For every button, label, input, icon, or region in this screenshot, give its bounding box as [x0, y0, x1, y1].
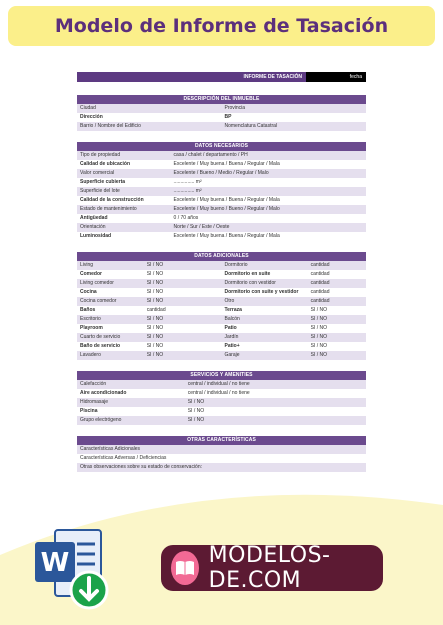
table-row: [77, 261, 366, 270]
table-row: [77, 463, 366, 472]
table-cell: Lavadero: [80, 352, 101, 358]
table-cell: Cocina: [80, 289, 97, 295]
section-rows: [77, 261, 366, 360]
table-row: [77, 454, 366, 463]
table-row: [77, 196, 366, 205]
section-title: DESCRIPCIÓN DEL INMUEBLE: [77, 95, 366, 104]
table-cell: SI / NO: [146, 316, 164, 322]
table-cell: ............... m²: [173, 188, 202, 194]
table-cell: 0 / 70 años: [173, 215, 199, 221]
table-cell: SI / NO: [146, 352, 164, 358]
table-cell: SI / NO: [146, 334, 164, 340]
table-cell: central / individual / no tiene: [187, 381, 250, 387]
table-row: [77, 351, 366, 360]
section-description: [77, 95, 366, 131]
table-cell: cantidad: [310, 280, 330, 286]
table-row: [77, 445, 366, 454]
table-cell: Living: [80, 262, 94, 268]
report-header-label: INFORME DE TASACIÓN: [77, 72, 306, 82]
table-row: [77, 122, 366, 131]
table-cell: Playroom: [80, 325, 103, 331]
table-cell: Cocina comedor: [80, 298, 117, 304]
section-necessary-data: [77, 142, 366, 241]
section-title: SERVICIOS Y AMENITIES: [77, 371, 366, 380]
table-cell: SI / NO: [146, 280, 164, 286]
table-cell: Terraza: [224, 307, 242, 313]
table-cell: central / individual / no tiene: [187, 390, 250, 396]
table-cell: Grupo electrógeno: [80, 417, 122, 423]
table-row: [77, 113, 366, 122]
table-row: [77, 398, 366, 407]
table-cell: SI / NO: [310, 325, 327, 331]
table-cell: Superficie cubierta: [80, 179, 126, 185]
table-row: [77, 178, 366, 187]
table-cell: Provincia: [224, 105, 246, 111]
appraisal-report-document: [77, 72, 366, 483]
table-row: [77, 389, 366, 398]
table-row: [77, 232, 366, 241]
table-cell: Excelente / Muy buena / Buena / Regular / Mala: [173, 233, 280, 239]
section-title: DATOS NECESARIOS: [77, 142, 366, 151]
section-rows: [77, 445, 366, 472]
table-row: [77, 187, 366, 196]
table-cell: SI / NO: [187, 399, 205, 405]
table-cell: Barrio / Nombre del Edificio: [80, 123, 141, 129]
table-cell: Dormitorio con vestidor: [224, 280, 276, 286]
book-icon: [171, 551, 199, 585]
table-cell: SI / NO: [146, 325, 164, 331]
table-cell: Tipo de propiedad: [80, 152, 121, 158]
table-cell: Valor comercial: [80, 170, 115, 176]
table-row: [77, 223, 366, 232]
table-cell: Dormitorio con suite y vestidor: [224, 289, 299, 295]
table-row: [77, 205, 366, 214]
table-cell: Escritorio: [80, 316, 101, 322]
table-cell: Calefacción: [80, 381, 107, 387]
table-cell: Nomenclatura Catastral: [224, 123, 278, 129]
table-cell: Comedor: [80, 271, 102, 277]
table-cell: SI / NO: [310, 352, 327, 358]
section-rows: [77, 151, 366, 241]
table-row: [77, 104, 366, 113]
table-cell: Luminosidad: [80, 233, 112, 239]
table-row: [77, 306, 366, 315]
table-cell: Piscina: [80, 408, 98, 414]
section-title: DATOS ADICIONALES: [77, 252, 366, 261]
table-row: [77, 160, 366, 169]
brand-text: MODELOS-DE.COM: [208, 543, 331, 593]
section-rows: [77, 380, 366, 425]
table-cell: Dirección: [80, 114, 103, 120]
table-cell: Dormitorio: [224, 262, 248, 268]
word-document-icon: [33, 524, 113, 614]
table-cell: Garaje: [224, 352, 240, 358]
table-row: [77, 333, 366, 342]
table-cell: Patio+: [224, 343, 240, 349]
table-cell: Estado de mantenimiento: [80, 206, 137, 212]
table-cell: cantidad: [146, 307, 166, 313]
table-cell: Aire acondicionado: [80, 390, 127, 396]
table-cell: Calidad de ubicación: [80, 161, 131, 167]
table-row: [77, 270, 366, 279]
page-title: Modelo de Informe de Tasación: [8, 6, 435, 46]
table-cell: Jardín: [224, 334, 239, 340]
table-cell: SI / NO: [310, 334, 327, 340]
table-cell: Hidromasaje: [80, 399, 109, 405]
table-cell: Ciudad: [80, 105, 96, 111]
table-cell: SI / NO: [146, 298, 164, 304]
table-cell: Otras observaciones sobre su estado de conservación:: [80, 464, 203, 470]
table-row: [77, 279, 366, 288]
section-rows: [77, 104, 366, 131]
table-cell: SI / NO: [146, 271, 164, 277]
table-cell: Otro: [224, 298, 235, 304]
table-cell: BP: [224, 114, 232, 120]
section-other: [77, 436, 366, 472]
table-row: [77, 380, 366, 389]
word-letter: W: [40, 548, 70, 578]
table-cell: SI / NO: [146, 289, 164, 295]
table-cell: Superficie del lote: [80, 188, 120, 194]
section-additional-data: [77, 252, 366, 360]
table-cell: SI / NO: [310, 343, 327, 349]
table-cell: SI / NO: [187, 408, 205, 414]
table-cell: Norte / Sur / Este / Oeste: [173, 224, 230, 230]
report-header-bar: [77, 72, 366, 82]
table-cell: cantidad: [310, 262, 330, 268]
table-row: [77, 151, 366, 160]
table-cell: Excelente / Muy bueno / Bueno / Regular / Malo: [173, 206, 280, 212]
table-cell: SI / NO: [187, 417, 205, 423]
table-cell: SI / NO: [146, 262, 164, 268]
table-cell: Baños: [80, 307, 96, 313]
table-cell: Balcón: [224, 316, 240, 322]
table-row: [77, 297, 366, 306]
table-row: [77, 416, 366, 425]
table-row: [77, 324, 366, 333]
table-row: [77, 407, 366, 416]
table-cell: ............... m²: [173, 179, 202, 185]
table-cell: Calidad de la construcción: [80, 197, 144, 203]
table-cell: Excelente / Bueno / Medio / Regular / Malo: [173, 170, 269, 176]
brand-logo-bar[interactable]: [161, 545, 383, 591]
section-title: OTRAS CARACTERÍSTICAS: [77, 436, 366, 445]
table-cell: cantidad: [310, 271, 330, 277]
table-row: [77, 342, 366, 351]
table-cell: cantidad: [310, 289, 330, 295]
table-cell: Orientación: [80, 224, 106, 230]
table-cell: Características Adicionales: [80, 446, 141, 452]
table-cell: cantidad: [310, 298, 330, 304]
table-cell: Excelente / Muy buena / Buena / Regular / Mala: [173, 197, 280, 203]
table-cell: SI / NO: [146, 343, 164, 349]
table-row: [77, 169, 366, 178]
table-cell: Características Adversas / Deficiencias: [80, 455, 167, 461]
table-cell: Living comedor: [80, 280, 114, 286]
table-cell: SI / NO: [310, 307, 327, 313]
table-cell: Cuarto de servicio: [80, 334, 121, 340]
table-row: [77, 288, 366, 297]
table-cell: casa / chalet / departamento / PH: [173, 152, 248, 158]
table-cell: Dormitorio en suite: [224, 271, 271, 277]
table-row: [77, 214, 366, 223]
report-date-field: fecha: [306, 72, 366, 82]
table-cell: Excelente / Muy buena / Buena / Regular / Mala: [173, 161, 280, 167]
section-services: [77, 371, 366, 425]
table-row: [77, 315, 366, 324]
table-cell: Baño de servicio: [80, 343, 121, 349]
table-cell: Antigüedad: [80, 215, 108, 221]
table-cell: SI / NO: [310, 316, 327, 322]
table-cell: Patio: [224, 325, 237, 331]
